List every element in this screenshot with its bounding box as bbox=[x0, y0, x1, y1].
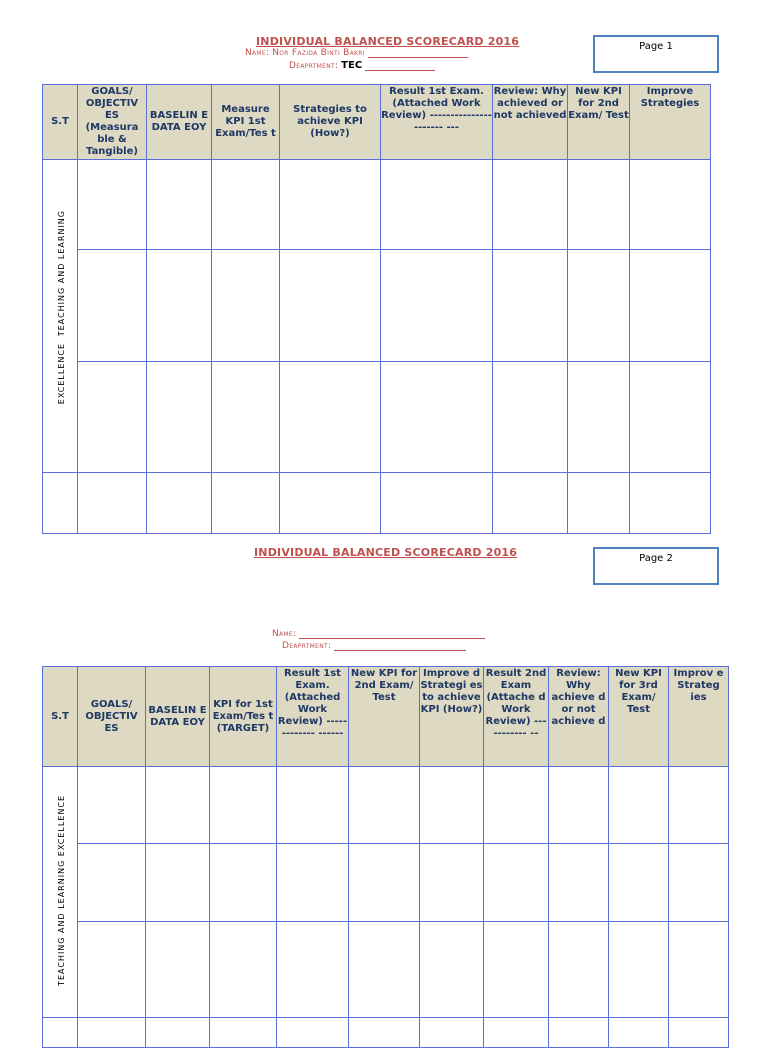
page2-scorecard-table bbox=[42, 666, 729, 1048]
table-cell[interactable] bbox=[146, 844, 210, 921]
table-cell[interactable] bbox=[669, 921, 729, 1017]
table-row bbox=[43, 921, 729, 1017]
table-cell[interactable] bbox=[493, 473, 568, 534]
page2-header-new-kpi-2nd: New KPI for 2nd Exam/ Test bbox=[349, 667, 420, 767]
table-row bbox=[43, 1018, 729, 1048]
page1-scorecard-table bbox=[42, 84, 711, 534]
page2-name-line bbox=[272, 629, 485, 639]
table-cell[interactable] bbox=[212, 250, 280, 361]
table-cell[interactable] bbox=[669, 844, 729, 921]
table-cell[interactable] bbox=[280, 361, 381, 472]
page2-header-new-kpi-3rd: New KPI for 3rd Exam/ Test bbox=[609, 667, 669, 767]
table-cell[interactable] bbox=[381, 250, 493, 361]
table-cell[interactable] bbox=[277, 1018, 349, 1048]
table-cell[interactable] bbox=[381, 160, 493, 250]
table-cell[interactable] bbox=[493, 160, 568, 250]
page1-header-baseline: BASELIN E DATA EOY bbox=[147, 85, 212, 160]
table-cell[interactable] bbox=[210, 767, 277, 844]
table-row bbox=[43, 844, 729, 921]
table-cell[interactable] bbox=[147, 361, 212, 472]
table-cell[interactable] bbox=[630, 473, 711, 534]
table-cell[interactable] bbox=[568, 361, 630, 472]
page2-header-goals: GOALS/ OBJECTIV ES bbox=[78, 667, 146, 767]
page2-header-result-2nd: Result 2nd Exam (Attache d Work Review) ----------- -- bbox=[484, 667, 549, 767]
page1-page-label: Page 1 bbox=[639, 41, 673, 52]
table-cell[interactable] bbox=[43, 1018, 78, 1048]
table-cell[interactable] bbox=[277, 767, 349, 844]
table-cell[interactable] bbox=[210, 1018, 277, 1048]
table-cell[interactable] bbox=[210, 844, 277, 921]
table-cell[interactable] bbox=[43, 473, 78, 534]
page1-header-review: Review: Why achieved or not achieved bbox=[493, 85, 568, 160]
table-cell[interactable] bbox=[630, 160, 711, 250]
page1-header-strategies: Strategies to achieve KPI (How?) bbox=[280, 85, 381, 160]
page1-dept-line bbox=[289, 60, 435, 71]
page2-dept-label: Deaprtment: bbox=[282, 641, 332, 651]
table-cell[interactable] bbox=[669, 1018, 729, 1048]
page2-header-st: S.T bbox=[43, 667, 78, 767]
page1-vertical-label-2: EXCELLENCE bbox=[57, 343, 66, 405]
table-cell[interactable] bbox=[609, 1018, 669, 1048]
table-cell[interactable] bbox=[349, 1018, 420, 1048]
table-cell[interactable] bbox=[493, 361, 568, 472]
table-cell[interactable] bbox=[381, 473, 493, 534]
page1-page-box bbox=[593, 35, 719, 73]
page2-header-review: Review: Why achieve d or not achieve d bbox=[549, 667, 609, 767]
table-cell[interactable] bbox=[78, 250, 147, 361]
page1-header-goals: GOALS/ OBJECTIV ES (Measura ble & Tangible) bbox=[78, 85, 147, 160]
table-cell[interactable] bbox=[549, 921, 609, 1017]
table-cell[interactable] bbox=[609, 767, 669, 844]
table-cell[interactable] bbox=[420, 767, 484, 844]
table-cell[interactable] bbox=[280, 250, 381, 361]
table-cell[interactable] bbox=[78, 473, 147, 534]
table-cell[interactable] bbox=[349, 844, 420, 921]
table-cell[interactable] bbox=[349, 767, 420, 844]
page1-header-result-1st: Result 1st Exam. (Attached Work Review) ---------------------- --- bbox=[381, 85, 493, 160]
table-cell[interactable] bbox=[78, 844, 146, 921]
table-cell[interactable] bbox=[212, 160, 280, 250]
page2-header-improve-strategies: Improv e Strateg ies bbox=[669, 667, 729, 767]
table-cell[interactable] bbox=[147, 250, 212, 361]
table-cell[interactable] bbox=[349, 921, 420, 1017]
table-cell[interactable] bbox=[146, 921, 210, 1017]
table-row bbox=[43, 250, 711, 361]
page2-dept-underline bbox=[334, 641, 466, 651]
page2-header-improved-strategies: Improve d Strategi es to achieve KPI (How?) bbox=[420, 667, 484, 767]
page1-header-measure-kpi: Measure KPI 1st Exam/Tes t bbox=[212, 85, 280, 160]
page1-name-value: Nor Fazida Binti Bakri bbox=[272, 48, 365, 58]
page1-dept-label: Deaprtment: bbox=[289, 61, 339, 71]
table-cell[interactable] bbox=[549, 844, 609, 921]
table-cell[interactable] bbox=[280, 160, 381, 250]
page2-header-kpi-1st: KPI for 1st Exam/Tes t (TARGET) bbox=[210, 667, 277, 767]
table-cell[interactable] bbox=[146, 767, 210, 844]
table-cell[interactable] bbox=[568, 160, 630, 250]
page1-st-cell bbox=[43, 160, 78, 473]
table-row bbox=[43, 361, 711, 472]
table-cell[interactable] bbox=[568, 473, 630, 534]
page1-name-label: Name: bbox=[245, 48, 270, 58]
table-cell[interactable] bbox=[212, 361, 280, 472]
page2-dept-line bbox=[282, 641, 466, 651]
table-row bbox=[43, 160, 711, 250]
table-cell[interactable] bbox=[78, 921, 146, 1017]
table-cell[interactable] bbox=[630, 250, 711, 361]
page2-name-underline bbox=[299, 629, 485, 639]
page1-dept-value: TEC bbox=[341, 60, 363, 71]
table-cell[interactable] bbox=[277, 844, 349, 921]
table-cell[interactable] bbox=[484, 767, 549, 844]
table-cell[interactable] bbox=[484, 844, 549, 921]
table-cell[interactable] bbox=[609, 844, 669, 921]
table-cell[interactable] bbox=[212, 473, 280, 534]
page2-header-row bbox=[43, 667, 729, 767]
table-cell[interactable] bbox=[277, 921, 349, 1017]
table-cell[interactable] bbox=[78, 160, 147, 250]
page1-name-line bbox=[245, 48, 468, 58]
page1-header-st: S.T bbox=[43, 85, 78, 160]
table-cell[interactable] bbox=[493, 250, 568, 361]
page2-title: INDIVIDUAL BALANCED SCORECARD 2016 bbox=[254, 546, 518, 559]
table-cell[interactable] bbox=[669, 767, 729, 844]
page1-header-improve-strategies: Improve Strategies bbox=[630, 85, 711, 160]
table-cell[interactable] bbox=[420, 844, 484, 921]
table-cell[interactable] bbox=[568, 250, 630, 361]
page1-header-new-kpi-2nd: New KPI for 2nd Exam/ Test bbox=[568, 85, 630, 160]
table-cell[interactable] bbox=[210, 921, 277, 1017]
table-cell[interactable] bbox=[78, 767, 146, 844]
table-cell[interactable] bbox=[78, 1018, 146, 1048]
page1-dept-underline bbox=[365, 61, 435, 71]
table-cell[interactable] bbox=[609, 921, 669, 1017]
table-cell[interactable] bbox=[381, 361, 493, 472]
table-row bbox=[43, 767, 729, 844]
page2-st-cell bbox=[43, 767, 78, 1018]
table-cell[interactable] bbox=[420, 1018, 484, 1048]
page1-name-underline bbox=[368, 48, 468, 58]
page2-name-label: Name: bbox=[272, 629, 297, 639]
page2-header-baseline: BASELIN E DATA EOY bbox=[146, 667, 210, 767]
table-cell[interactable] bbox=[420, 921, 484, 1017]
table-cell[interactable] bbox=[484, 1018, 549, 1048]
table-cell[interactable] bbox=[630, 361, 711, 472]
table-cell[interactable] bbox=[146, 1018, 210, 1048]
table-cell[interactable] bbox=[549, 1018, 609, 1048]
table-cell[interactable] bbox=[484, 921, 549, 1017]
table-cell[interactable] bbox=[147, 160, 212, 250]
table-cell[interactable] bbox=[549, 767, 609, 844]
page1-vertical-label-1: TEACHING AND LEARNING bbox=[57, 210, 66, 337]
table-cell[interactable] bbox=[78, 361, 147, 472]
page2-header-result-1st: Result 1st Exam. (Attached Work Review) ------------- ------ bbox=[277, 667, 349, 767]
table-row bbox=[43, 473, 711, 534]
table-cell[interactable] bbox=[147, 473, 212, 534]
page2-vertical-label: TEACHING AND LEARNING EXCELLENCE bbox=[57, 795, 66, 986]
page1-header-row bbox=[43, 85, 711, 160]
page2-page-label: Page 2 bbox=[639, 553, 673, 564]
page2-page-box bbox=[593, 547, 719, 585]
page1-title: INDIVIDUAL BALANCED SCORECARD 2016 bbox=[256, 35, 520, 48]
table-cell[interactable] bbox=[280, 473, 381, 534]
